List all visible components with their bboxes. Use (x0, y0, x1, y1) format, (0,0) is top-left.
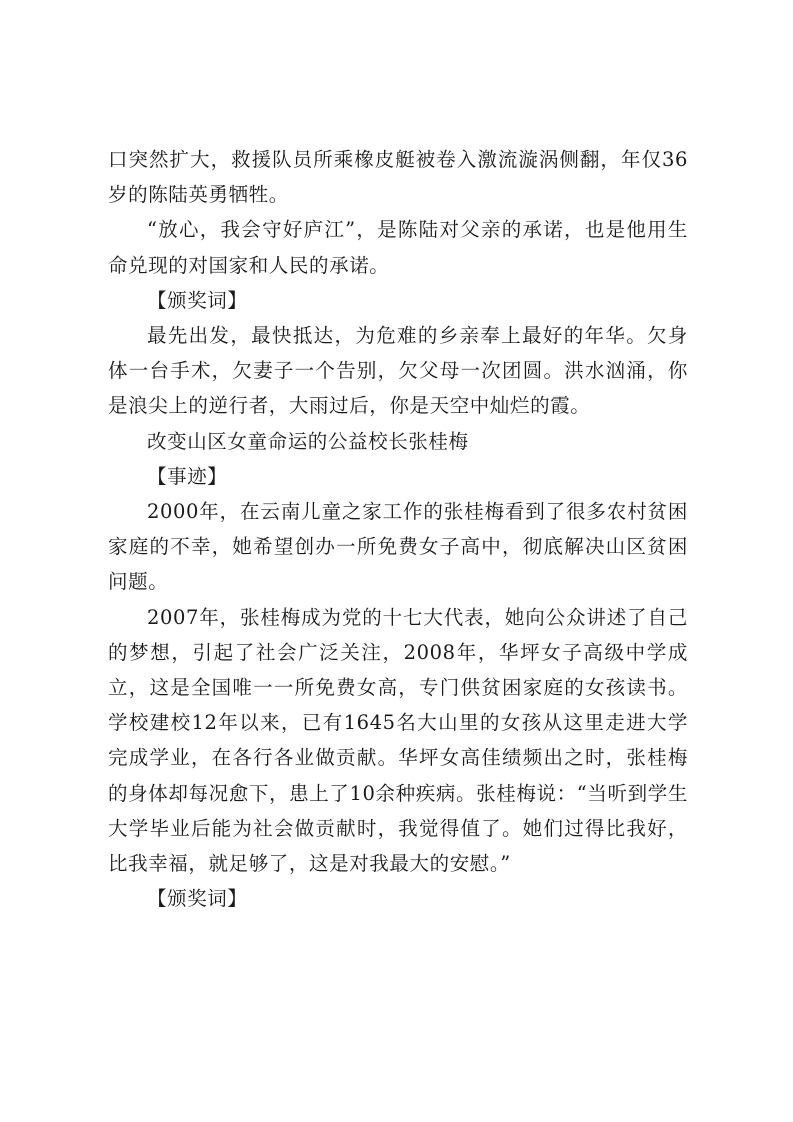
section-heading-deeds: 【事迹】 (147, 464, 228, 488)
paragraph-continuation: 口突然扩大，救援队员所乘橡皮艇被卷入激流漩涡侧翻，年仅36岁的陈陆英勇牺牲。 (108, 148, 688, 207)
document-page (108, 142, 688, 916)
paragraph-promise: “放心，我会守好庐江”，是陈陆对父亲的承诺，也是他用生命兑现的对国家和人民的承诺。 (108, 218, 688, 277)
paragraph-deeds-2007: 2007年，张桂梅成为党的十七大代表，她向公众讲述了自己的梦想，引起了社会广泛关注，2008年，华坪女子高级中学成立，这是全国唯一一所免费女高，专门供贫困家庭的女孩读书。学校建校12年以来，已有1645名大山里的女孩从这里走进大学完成学业，在各行各业做贡献。华坪女高佳绩频出之时，张桂梅的身体却每况愈下，患上了10余种疾病。张桂梅说：“当听到学生大学毕业后能为社会做贡献时，我觉得值了。她们过得比我好，比我幸福，就足够了，这是对我最大的安慰。” (108, 605, 688, 876)
section-heading-award-citation-2: 【颁奖词】 (147, 887, 248, 911)
person-title: 改变山区女童命运的公益校长张桂梅 (147, 429, 469, 453)
paragraph-award-citation: 最先出发，最快抵达，为危难的乡亲奉上最好的年华。欠身体一台手术，欠妻子一个告别，欠父母一次团圆。洪水汹涌，你是浪尖上的逆行者，大雨过后，你是天空中灿烂的霞。 (108, 324, 688, 418)
paragraph-deeds-2000: 2000年，在云南儿童之家工作的张桂梅看到了很多农村贫困家庭的不幸，她希望创办一所免费女子高中，彻底解决山区贫困问题。 (108, 500, 688, 594)
section-heading-award-citation: 【颁奖词】 (147, 288, 248, 312)
